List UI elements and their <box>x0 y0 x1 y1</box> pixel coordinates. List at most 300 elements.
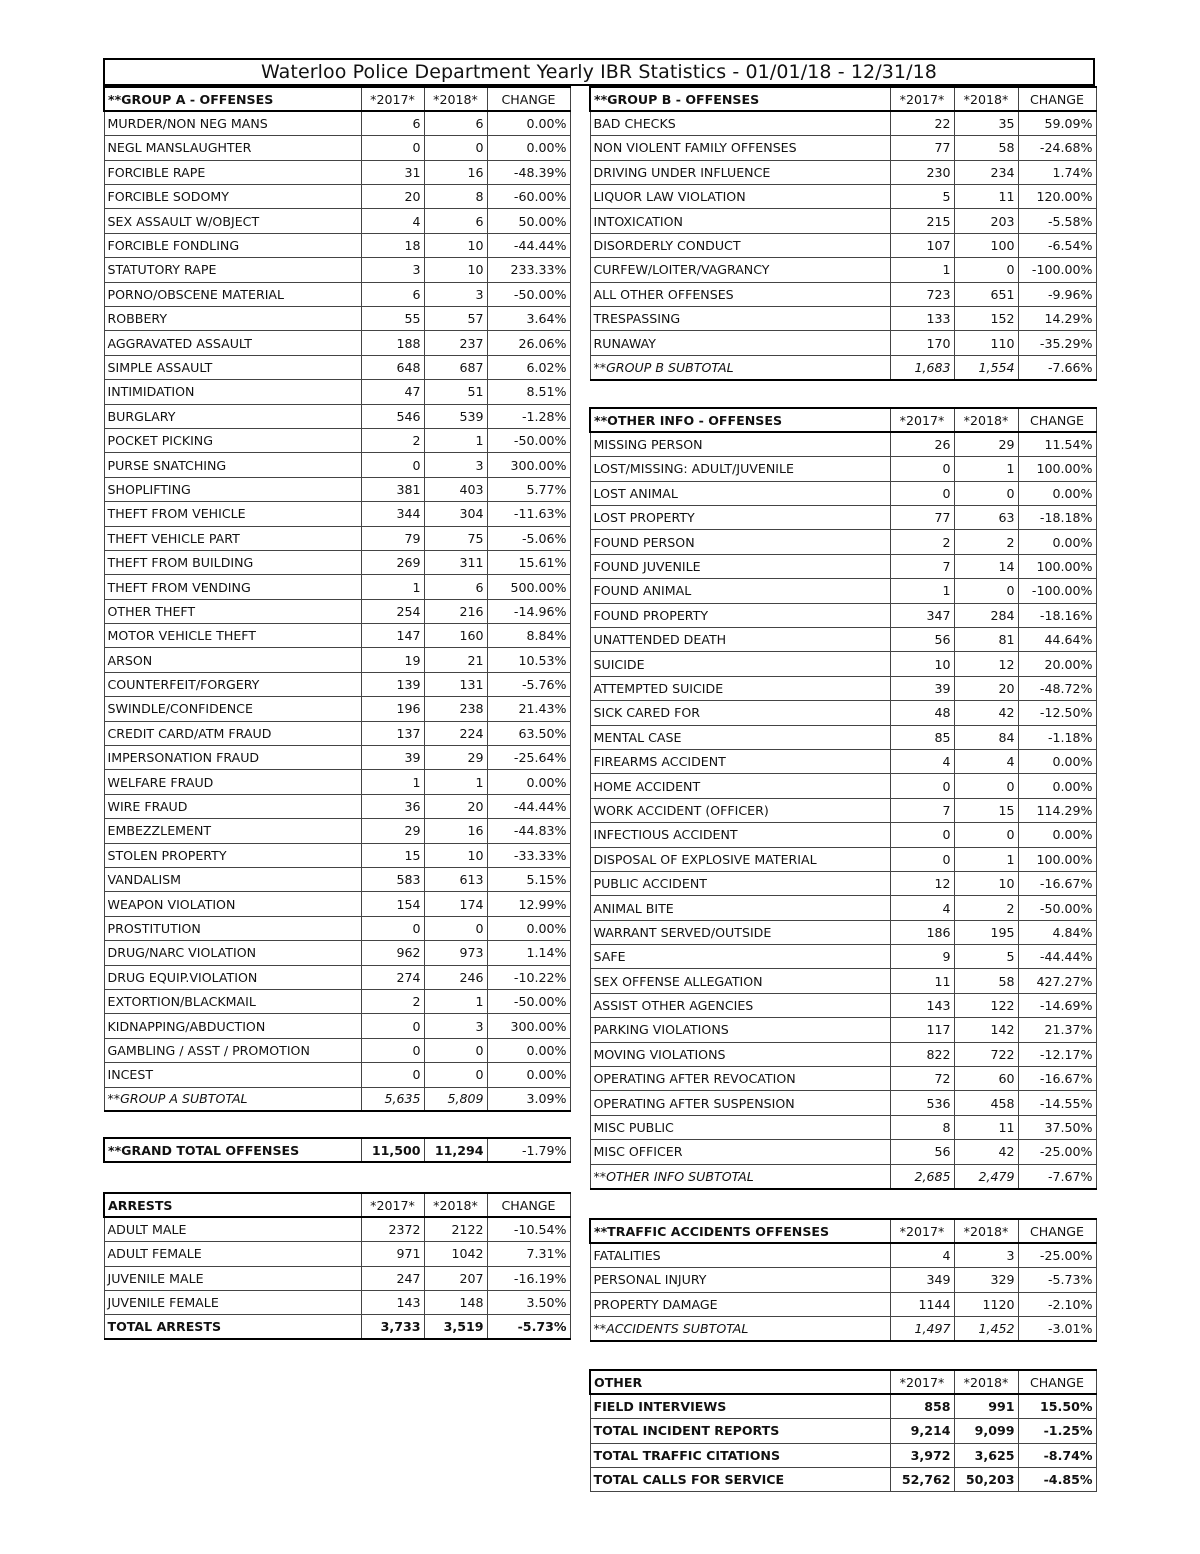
table-row <box>104 648 570 672</box>
value-change: 10.53% <box>487 648 570 672</box>
value-change: -35.29% <box>1018 331 1096 355</box>
value-2017: 26 <box>890 432 954 456</box>
row-label: AGGRAVATED ASSAULT <box>104 331 361 355</box>
value-2018: 2,479 <box>954 1164 1018 1188</box>
row-label: MISC PUBLIC <box>590 1115 890 1139</box>
table-row <box>104 721 570 745</box>
value-2018: 50,203 <box>954 1468 1018 1492</box>
value-2018: 8 <box>424 185 487 209</box>
subtotal-row <box>104 1087 570 1111</box>
table-row <box>590 1091 1096 1115</box>
subtotal-row <box>590 1317 1096 1341</box>
table-row <box>590 628 1096 652</box>
value-2018: 0 <box>424 1063 487 1087</box>
value-change: 0.00% <box>1018 749 1096 773</box>
value-2017: 154 <box>361 892 424 916</box>
value-change: 4.84% <box>1018 920 1096 944</box>
value-2017: 0 <box>890 481 954 505</box>
value-2017: 20 <box>361 185 424 209</box>
value-change: -5.73% <box>1018 1268 1096 1292</box>
value-2018: 284 <box>954 603 1018 627</box>
table-row <box>590 1292 1096 1316</box>
value-2018: 81 <box>954 628 1018 652</box>
value-2018: 0 <box>954 579 1018 603</box>
value-2017: 188 <box>361 331 424 355</box>
value-2018: 6 <box>424 111 487 135</box>
value-2018: 0 <box>424 136 487 160</box>
table-row <box>590 506 1096 530</box>
table-row <box>590 871 1096 895</box>
value-2017: 962 <box>361 941 424 965</box>
table-row <box>104 526 570 550</box>
row-label: ROBBERY <box>104 307 361 331</box>
value-2017: 147 <box>361 624 424 648</box>
table-row <box>104 355 570 379</box>
grand-total-label: **GRAND TOTAL OFFENSES <box>104 1138 361 1162</box>
value-2017: 31 <box>361 160 424 184</box>
value-2018: 11 <box>954 185 1018 209</box>
grand-total-change: -1.79% <box>487 1138 570 1162</box>
table-row <box>590 258 1096 282</box>
table-row <box>104 550 570 574</box>
value-2018: 216 <box>424 599 487 623</box>
row-label: EXTORTION/BLACKMAIL <box>104 989 361 1013</box>
value-2018: 224 <box>424 721 487 745</box>
row-label: **GROUP A SUBTOTAL <box>104 1087 361 1111</box>
table-row <box>590 725 1096 749</box>
value-2018: 991 <box>954 1394 1018 1418</box>
row-label: PARKING VIOLATIONS <box>590 1018 890 1042</box>
row-label: UNATTENDED DEATH <box>590 628 890 652</box>
value-change: -18.16% <box>1018 603 1096 627</box>
value-2018: 1 <box>424 989 487 1013</box>
table-row <box>104 1014 570 1038</box>
row-label: PORNO/OBSCENE MATERIAL <box>104 282 361 306</box>
table-header <box>590 1219 1096 1243</box>
row-label: TRESPASSING <box>590 307 890 331</box>
value-2017: 15 <box>361 843 424 867</box>
table-row <box>104 624 570 648</box>
value-2018: 207 <box>424 1266 487 1290</box>
table-row <box>590 1268 1096 1292</box>
value-change: -44.44% <box>487 794 570 818</box>
table-row <box>590 774 1096 798</box>
value-change: -2.10% <box>1018 1292 1096 1316</box>
column-header-2017: *2017* <box>361 1193 424 1217</box>
value-change: -50.00% <box>487 282 570 306</box>
value-2017: 1 <box>361 575 424 599</box>
value-2018: 539 <box>424 404 487 428</box>
table-row <box>590 111 1096 135</box>
row-label: FORCIBLE FONDLING <box>104 233 361 257</box>
table-row <box>104 746 570 770</box>
table-row <box>590 1042 1096 1066</box>
value-change: 5.15% <box>487 868 570 892</box>
value-2018: 651 <box>954 282 1018 306</box>
value-change: 100.00% <box>1018 457 1096 481</box>
value-change: -4.85% <box>1018 1468 1096 1492</box>
value-change: 26.06% <box>487 331 570 355</box>
value-change: -44.44% <box>487 233 570 257</box>
table-row <box>590 969 1096 993</box>
table-row <box>104 404 570 428</box>
value-change: -50.00% <box>487 428 570 452</box>
row-label: IMPERSONATION FRAUD <box>104 746 361 770</box>
row-label: FOUND JUVENILE <box>590 554 890 578</box>
table-row <box>590 331 1096 355</box>
value-2017: 3 <box>361 258 424 282</box>
page-title: Waterloo Police Department Yearly IBR Statistics - 01/01/18 - 12/31/18 <box>103 58 1095 86</box>
value-change: -14.96% <box>487 599 570 623</box>
value-2018: 42 <box>954 1140 1018 1164</box>
row-label: SIMPLE ASSAULT <box>104 355 361 379</box>
value-change: 300.00% <box>487 453 570 477</box>
column-header-2018: *2018* <box>424 87 487 111</box>
table-row <box>590 1443 1096 1467</box>
table-row <box>590 136 1096 160</box>
value-2017: 170 <box>890 331 954 355</box>
value-change: -5.58% <box>1018 209 1096 233</box>
value-2018: 51 <box>424 380 487 404</box>
row-label: THEFT FROM VEHICLE <box>104 502 361 526</box>
value-2018: 10 <box>424 233 487 257</box>
value-change: -7.66% <box>1018 355 1096 379</box>
table-header <box>104 1193 570 1217</box>
value-2018: 238 <box>424 697 487 721</box>
row-label: WEAPON VIOLATION <box>104 892 361 916</box>
row-label: INTOXICATION <box>590 209 890 233</box>
table-row <box>104 258 570 282</box>
section-title: ARRESTS <box>104 1193 361 1217</box>
other-info-table <box>589 407 1097 1190</box>
value-2017: 18 <box>361 233 424 257</box>
table-row <box>590 185 1096 209</box>
value-change: 0.00% <box>487 136 570 160</box>
column-header-2018: *2018* <box>424 1193 487 1217</box>
value-2017: 2,685 <box>890 1164 954 1188</box>
table-header <box>590 408 1096 432</box>
value-change: 37.50% <box>1018 1115 1096 1139</box>
value-2017: 77 <box>890 136 954 160</box>
value-change: -12.17% <box>1018 1042 1096 1066</box>
value-2018: 148 <box>424 1291 487 1315</box>
value-change: 3.50% <box>487 1291 570 1315</box>
value-2018: 75 <box>424 526 487 550</box>
row-label: STATUTORY RAPE <box>104 258 361 282</box>
row-label: CURFEW/LOITER/VAGRANCY <box>590 258 890 282</box>
value-2018: 20 <box>954 676 1018 700</box>
row-label: FIREARMS ACCIDENT <box>590 749 890 773</box>
column-header-2017: *2017* <box>361 87 424 111</box>
value-change: -10.54% <box>487 1217 570 1241</box>
row-label: SHOPLIFTING <box>104 477 361 501</box>
table-row <box>590 1419 1096 1443</box>
value-2017: 143 <box>890 993 954 1017</box>
row-label: FIELD INTERVIEWS <box>590 1394 890 1418</box>
value-change: -10.22% <box>487 965 570 989</box>
table-row <box>590 676 1096 700</box>
value-2018: 1120 <box>954 1292 1018 1316</box>
row-label: FOUND ANIMAL <box>590 579 890 603</box>
grand-total-table <box>103 1137 571 1163</box>
row-label: FOUND PERSON <box>590 530 890 554</box>
row-label: POCKET PICKING <box>104 428 361 452</box>
value-change: 3.64% <box>487 307 570 331</box>
value-2017: 0 <box>361 453 424 477</box>
row-label: WARRANT SERVED/OUTSIDE <box>590 920 890 944</box>
value-2017: 5 <box>890 185 954 209</box>
row-label: **GROUP B SUBTOTAL <box>590 355 890 379</box>
value-2018: 84 <box>954 725 1018 749</box>
value-2017: 139 <box>361 672 424 696</box>
table-row <box>590 920 1096 944</box>
table-row <box>590 1468 1096 1492</box>
value-2018: 0 <box>424 916 487 940</box>
value-2017: 2372 <box>361 1217 424 1241</box>
table-row <box>590 993 1096 1017</box>
table-row <box>590 603 1096 627</box>
row-label: PERSONAL INJURY <box>590 1268 890 1292</box>
value-change: -24.68% <box>1018 136 1096 160</box>
value-change: 100.00% <box>1018 847 1096 871</box>
value-2017: 3,972 <box>890 1443 954 1467</box>
value-2018: 10 <box>424 843 487 867</box>
table-row <box>104 1266 570 1290</box>
value-2018: 10 <box>954 871 1018 895</box>
row-label: THEFT FROM BUILDING <box>104 550 361 574</box>
value-2018: 15 <box>954 798 1018 822</box>
value-2017: 19 <box>361 648 424 672</box>
value-2017: 143 <box>361 1291 424 1315</box>
row-label: LOST ANIMAL <box>590 481 890 505</box>
row-label: MISC OFFICER <box>590 1140 890 1164</box>
row-label: VANDALISM <box>104 868 361 892</box>
value-2018: 0 <box>954 481 1018 505</box>
value-2018: 142 <box>954 1018 1018 1042</box>
value-2018: 12 <box>954 652 1018 676</box>
row-label: NEGL MANSLAUGHTER <box>104 136 361 160</box>
table-row <box>590 233 1096 257</box>
row-label: NON VIOLENT FAMILY OFFENSES <box>590 136 890 160</box>
value-2017: 6 <box>361 282 424 306</box>
row-label: SEX OFFENSE ALLEGATION <box>590 969 890 993</box>
value-2017: 971 <box>361 1242 424 1266</box>
value-2017: 1 <box>890 258 954 282</box>
value-2017: 4 <box>890 749 954 773</box>
table-row <box>104 941 570 965</box>
value-change: -8.74% <box>1018 1443 1096 1467</box>
row-label: LOST PROPERTY <box>590 506 890 530</box>
value-2017: 0 <box>890 847 954 871</box>
row-label: BURGLARY <box>104 404 361 428</box>
value-2017: 1 <box>361 770 424 794</box>
grand-total-row <box>104 1138 570 1162</box>
value-change: -12.50% <box>1018 701 1096 725</box>
value-change: 100.00% <box>1018 554 1096 578</box>
value-change: 1.74% <box>1018 160 1096 184</box>
value-2017: 2 <box>361 428 424 452</box>
row-label: WIRE FRAUD <box>104 794 361 818</box>
value-change: -7.67% <box>1018 1164 1096 1188</box>
value-change: -5.76% <box>487 672 570 696</box>
value-change: 59.09% <box>1018 111 1096 135</box>
value-2018: 311 <box>424 550 487 574</box>
value-change: -48.72% <box>1018 676 1096 700</box>
value-change: -16.67% <box>1018 871 1096 895</box>
value-2018: 2 <box>954 896 1018 920</box>
value-change: -44.44% <box>1018 945 1096 969</box>
value-2017: 10 <box>890 652 954 676</box>
column-header-change: CHANGE <box>1018 408 1096 432</box>
value-2017: 9,214 <box>890 1419 954 1443</box>
value-2018: 329 <box>954 1268 1018 1292</box>
value-2018: 160 <box>424 624 487 648</box>
value-2018: 152 <box>954 307 1018 331</box>
value-2018: 1 <box>954 847 1018 871</box>
value-2017: 55 <box>361 307 424 331</box>
row-label: SUICIDE <box>590 652 890 676</box>
value-change: -3.01% <box>1018 1317 1096 1341</box>
table-row <box>104 697 570 721</box>
value-2017: 347 <box>890 603 954 627</box>
row-label: SWINDLE/CONFIDENCE <box>104 697 361 721</box>
value-change: 0.00% <box>487 770 570 794</box>
value-change: 8.84% <box>487 624 570 648</box>
value-change: -1.25% <box>1018 1419 1096 1443</box>
traffic-accidents-table <box>589 1218 1097 1342</box>
row-label: ASSIST OTHER AGENCIES <box>590 993 890 1017</box>
row-label: TOTAL TRAFFIC CITATIONS <box>590 1443 890 1467</box>
value-2017: 2 <box>361 989 424 1013</box>
value-2018: 0 <box>424 1038 487 1062</box>
row-label: JUVENILE FEMALE <box>104 1291 361 1315</box>
table-row <box>104 965 570 989</box>
row-label: OTHER THEFT <box>104 599 361 623</box>
table-row <box>590 579 1096 603</box>
value-change: -5.73% <box>487 1315 570 1339</box>
value-change: 427.27% <box>1018 969 1096 993</box>
value-2017: 254 <box>361 599 424 623</box>
value-2017: 0 <box>361 1014 424 1038</box>
table-row <box>104 233 570 257</box>
value-change: 3.09% <box>487 1087 570 1111</box>
value-2018: 29 <box>424 746 487 770</box>
value-2018: 1042 <box>424 1242 487 1266</box>
value-change: 12.99% <box>487 892 570 916</box>
value-change: -33.33% <box>487 843 570 867</box>
section-title: **GROUP A - OFFENSES <box>104 87 361 111</box>
table-row <box>104 989 570 1013</box>
value-change: 63.50% <box>487 721 570 745</box>
column-header-2018: *2018* <box>954 408 1018 432</box>
table-row <box>590 1394 1096 1418</box>
value-change: -18.18% <box>1018 506 1096 530</box>
row-label: WELFARE FRAUD <box>104 770 361 794</box>
group-a-table <box>103 86 571 1112</box>
table-row <box>104 1291 570 1315</box>
value-2018: 3 <box>424 282 487 306</box>
table-row <box>590 1243 1096 1267</box>
table-row <box>590 457 1096 481</box>
value-change: 21.43% <box>487 697 570 721</box>
value-2018: 5 <box>954 945 1018 969</box>
row-label: EMBEZZLEMENT <box>104 819 361 843</box>
row-label: JUVENILE MALE <box>104 1266 361 1290</box>
column-header-change: CHANGE <box>487 1193 570 1217</box>
table-row <box>590 749 1096 773</box>
row-label: DRUG/NARC VIOLATION <box>104 941 361 965</box>
value-2017: 6 <box>361 111 424 135</box>
row-label: OPERATING AFTER REVOCATION <box>590 1067 890 1091</box>
group-b-table <box>589 86 1097 381</box>
table-row <box>104 672 570 696</box>
value-2018: 6 <box>424 575 487 599</box>
value-2018: 1 <box>424 428 487 452</box>
value-2017: 648 <box>361 355 424 379</box>
value-change: 120.00% <box>1018 185 1096 209</box>
value-2017: 230 <box>890 160 954 184</box>
value-change: 44.64% <box>1018 628 1096 652</box>
table-row <box>590 945 1096 969</box>
value-2017: 47 <box>361 380 424 404</box>
value-change: -100.00% <box>1018 579 1096 603</box>
value-2018: 0 <box>954 258 1018 282</box>
total-row <box>104 1315 570 1339</box>
value-change: 0.00% <box>1018 774 1096 798</box>
table-row <box>590 798 1096 822</box>
value-2017: 77 <box>890 506 954 530</box>
table-row <box>104 160 570 184</box>
row-label: GAMBLING / ASST / PROMOTION <box>104 1038 361 1062</box>
value-2018: 122 <box>954 993 1018 1017</box>
value-change: 8.51% <box>487 380 570 404</box>
subtotal-row <box>590 355 1096 379</box>
table-row <box>590 432 1096 456</box>
table-row <box>590 554 1096 578</box>
row-label: MOTOR VEHICLE THEFT <box>104 624 361 648</box>
value-2018: 174 <box>424 892 487 916</box>
table-row <box>104 380 570 404</box>
row-label: ANIMAL BITE <box>590 896 890 920</box>
table-row <box>590 160 1096 184</box>
row-label: TOTAL ARRESTS <box>104 1315 361 1339</box>
table-row <box>590 1140 1096 1164</box>
value-2018: 35 <box>954 111 1018 135</box>
value-2017: 48 <box>890 701 954 725</box>
grand-total-2017: 11,500 <box>361 1138 424 1162</box>
value-2017: 7 <box>890 798 954 822</box>
table-row <box>590 1067 1096 1091</box>
row-label: INTIMIDATION <box>104 380 361 404</box>
value-change: -50.00% <box>1018 896 1096 920</box>
column-header-change: CHANGE <box>1018 87 1096 111</box>
section-title: **OTHER INFO - OFFENSES <box>590 408 890 432</box>
value-2018: 63 <box>954 506 1018 530</box>
row-label: LOST/MISSING: ADULT/JUVENILE <box>590 457 890 481</box>
value-2018: 20 <box>424 794 487 818</box>
value-2017: 546 <box>361 404 424 428</box>
row-label: PURSE SNATCHING <box>104 453 361 477</box>
value-2018: 1 <box>424 770 487 794</box>
row-label: DRIVING UNDER INFLUENCE <box>590 160 890 184</box>
table-row <box>104 843 570 867</box>
value-2017: 349 <box>890 1268 954 1292</box>
value-2018: 0 <box>954 823 1018 847</box>
row-label: SAFE <box>590 945 890 969</box>
table-row <box>590 652 1096 676</box>
value-2018: 11 <box>954 1115 1018 1139</box>
value-2017: 186 <box>890 920 954 944</box>
